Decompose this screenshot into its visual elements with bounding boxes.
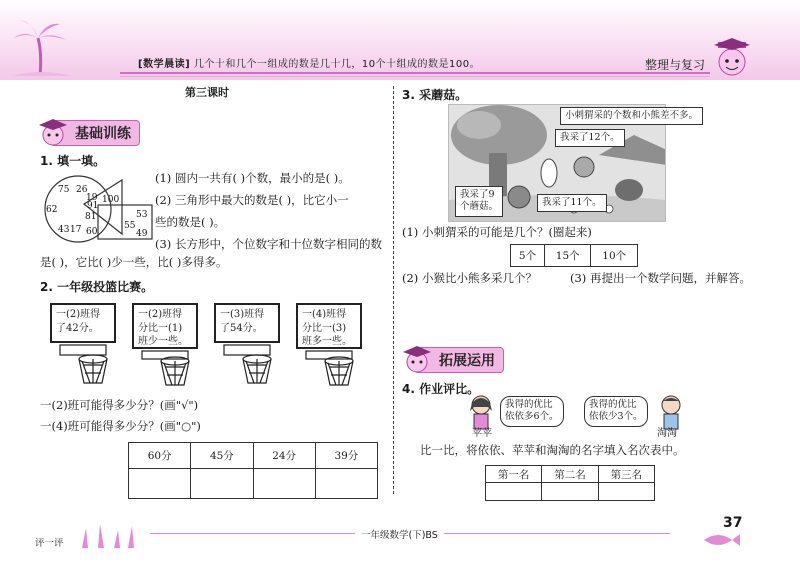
badge-extended-application <box>402 345 504 375</box>
student-mascot-icon <box>402 345 432 375</box>
score-option: 45分 <box>191 443 253 469</box>
header-rule <box>120 72 710 74</box>
name-pingping: 苹苹 <box>472 428 492 439</box>
count-option[interactable]: 10个 <box>591 245 638 267</box>
bubble-line: 依依少3个。 <box>589 411 643 423</box>
q1-line: 是( )，它比( )少一些，比( )多得多。 <box>40 255 228 269</box>
board-text: 一(2)班得 <box>56 309 101 320</box>
bubble-line: 我采了9 <box>460 189 495 200</box>
circle-number: 43 <box>58 225 70 235</box>
q4-title: 4. 作业评比。 <box>402 382 480 396</box>
palm-tree-icon <box>12 18 72 78</box>
q2-ask-1: 一(2)班可能得多少分？(画"√") <box>40 398 199 412</box>
ranking-table <box>485 465 655 501</box>
triangle-number: 19 <box>86 193 98 203</box>
column-divider <box>393 86 394 494</box>
lesson-title: 第三课时 <box>185 86 229 99</box>
student-mascot-icon <box>38 118 68 148</box>
score-options-table <box>128 442 378 499</box>
circle-number: 26 <box>76 185 88 195</box>
graduate-mascot-icon <box>708 36 756 80</box>
rank-cell[interactable] <box>542 483 598 501</box>
rect-number: 55 <box>124 221 136 231</box>
answer-cell[interactable] <box>129 469 191 499</box>
rank-cell[interactable] <box>598 483 654 501</box>
rect-number: 49 <box>136 229 148 239</box>
rank-header: 第二名 <box>542 466 598 483</box>
board-text: 了42分。 <box>56 322 99 334</box>
board-text: 一(3)班得 <box>220 309 265 320</box>
page-number: 37 <box>723 515 743 531</box>
circle-number: 17 <box>70 225 82 235</box>
q1-line: (2) 三角形中最大的数是( )，比它小一 <box>155 192 349 207</box>
tip-label: [数学晨读] <box>138 59 191 70</box>
score-option: 60分 <box>129 443 191 469</box>
circle-number: 91 <box>87 201 99 211</box>
q1-line: 些的数是( )。 <box>155 214 226 229</box>
answer-cell[interactable] <box>191 469 253 499</box>
q4-instruction: 比一比，将依依、苹苹和淘淘的名字填入名次表中。 <box>420 443 685 457</box>
name-taotao: 淘淘 <box>657 428 677 439</box>
speech-bubble-rabbit: 我采了12个。 <box>555 129 625 147</box>
triangle-number: 60 <box>86 227 98 237</box>
board-text: 了54分。 <box>220 322 263 334</box>
q1-line: (3) 长方形中，个位数字和十位数字相同的数 <box>155 236 382 251</box>
rank-header: 第一名 <box>486 466 542 483</box>
speech-bubble-pingping <box>500 396 564 427</box>
q2-ask-2: 一(4)班可能得多少分？(画"○") <box>40 419 201 433</box>
badge-label: 拓展运用 <box>414 347 504 373</box>
bubble-line: 个蘑菇。 <box>460 201 499 213</box>
count-option[interactable]: 15个 <box>544 245 591 267</box>
circle-number: 62 <box>46 205 58 215</box>
book-title: 一年级数学(下)BS <box>355 527 444 541</box>
bubble-line: 依依多6个。 <box>505 411 559 423</box>
score-option: 24分 <box>253 443 315 469</box>
board-text: 一(4)班得 <box>302 309 347 320</box>
q2-title: 2. 一年级投篮比赛。 <box>40 280 154 294</box>
board-text: 分比一(1) <box>138 322 183 334</box>
q1-title: 1. 填一填。 <box>40 154 106 168</box>
board-text: 分比一(3) <box>302 322 347 334</box>
morning-reading-tip <box>138 55 480 70</box>
answer-cell[interactable] <box>315 469 377 499</box>
q3-sub-1: (1) 小刺猬采的可能是几个？(圈起来) <box>402 225 592 239</box>
rank-header: 第三名 <box>598 466 654 483</box>
shapes-figure <box>40 172 158 246</box>
section-title: 整理与复习 <box>645 58 706 72</box>
header-rule-thin <box>120 76 710 77</box>
rank-cell[interactable] <box>486 483 542 501</box>
fish-decoration-icon <box>700 530 740 550</box>
triangle-number: 100 <box>102 195 120 205</box>
badge-basic-training <box>38 118 140 148</box>
bubble-line: 我得的优比 <box>589 399 637 410</box>
circle-number: 81 <box>85 212 97 222</box>
speech-bubble-monkey <box>455 186 503 217</box>
rect-number: 53 <box>136 210 148 220</box>
basketball-hoops-icon <box>50 303 370 393</box>
tip-text: 几个十和几个一组成的数是几十几，10个十组成的数是100。 <box>193 59 481 70</box>
boy-character-icon <box>654 393 688 433</box>
board-text: 班少一些。 <box>138 336 188 347</box>
answer-cell[interactable] <box>253 469 315 499</box>
circle-number: 75 <box>58 185 70 195</box>
badge-label: 基础训练 <box>50 120 140 146</box>
girl-character-icon <box>464 393 498 433</box>
q3-title: 3. 采蘑菇。 <box>402 88 468 102</box>
board-text: 一(2)班得 <box>138 309 183 320</box>
board-text: 班多一些。 <box>302 336 352 347</box>
speech-bubble-bear: 我采了11个。 <box>537 194 607 212</box>
bubble-line: 我得的优比 <box>505 399 553 410</box>
evaluate-label: 评一评 <box>35 538 64 549</box>
speech-bubble-top: 小刺猬采的个数和小熊差不多。 <box>560 107 703 125</box>
q1-line: (1) 圆内一共有( )个数，最小的是( )。 <box>155 171 350 185</box>
q3-sub-3: (3) 再提出一个数学问题，并解答。 <box>570 271 751 285</box>
q1-text <box>155 168 390 255</box>
score-option: 39分 <box>315 443 377 469</box>
count-option[interactable]: 5个 <box>511 245 545 267</box>
grass-decoration-icon <box>78 522 138 548</box>
speech-bubble-taotao <box>584 396 648 427</box>
q3-sub-2: (2) 小猴比小熊多采几个？ <box>402 271 537 285</box>
hedgehog-options-table <box>510 244 638 267</box>
